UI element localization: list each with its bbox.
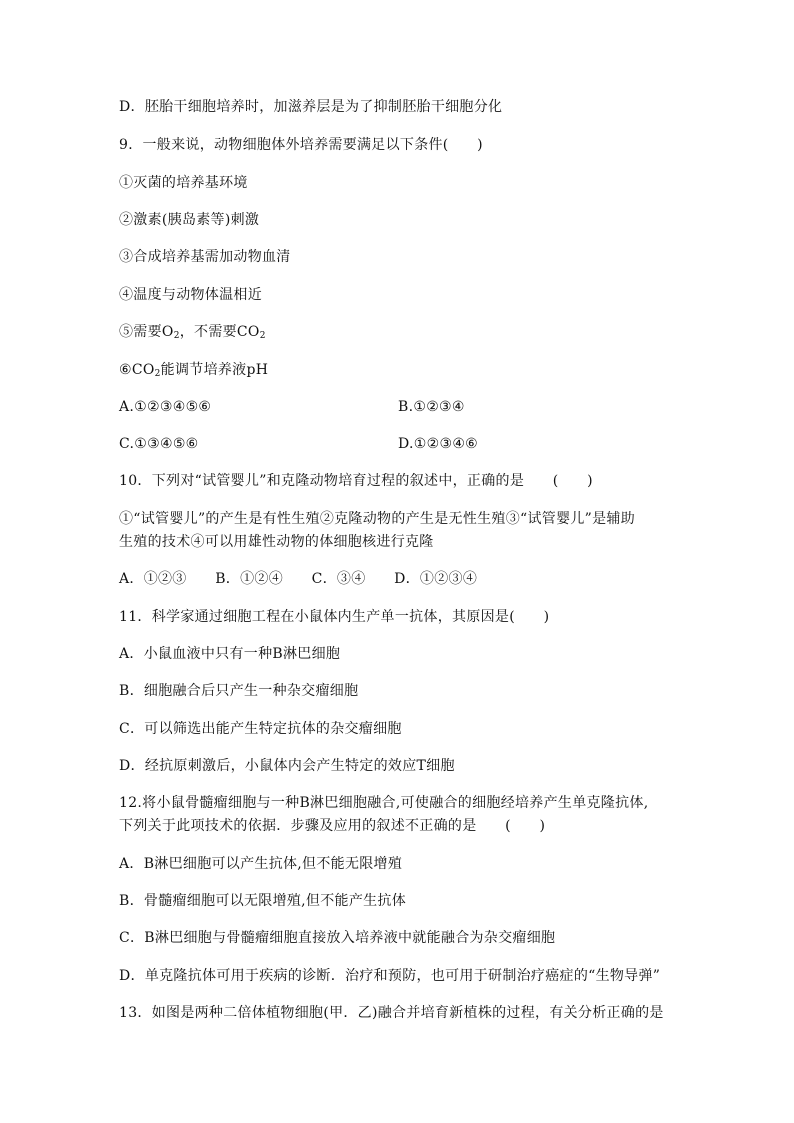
q10-statements-line1: ①“试管婴儿”的产生是有性生殖②克隆动物的产生是无性生殖③“试管婴儿”是辅助 (119, 511, 636, 527)
q13-stem: 13．如图是两种二倍体植物细胞(甲．乙)融合并培育新植株的过程，有关分析正确的是 (119, 1005, 664, 1021)
subscript: 2 (173, 331, 180, 341)
q11-option-d: D．经抗原刺激后，小鼠体内会产生特定的效应T细胞 (119, 758, 455, 774)
q9-item-6 (119, 360, 268, 380)
q9-option-b: B.①②③④ (398, 399, 465, 415)
q10-options: A．①②③ B．①②④ C．③④ D．①②③④ (119, 571, 478, 587)
q9-item-3: ③合成培养基需加动物血清 (119, 249, 291, 265)
q9-item-2: ②激素(胰岛素等)刺激 (119, 212, 260, 228)
q9-option-c: C.①③④⑤⑥ (119, 436, 199, 452)
q12-option-d: D．单克隆抗体可用于疾病的诊断．治疗和预防，也可用于研制治疗癌症的“生物导弹” (119, 968, 661, 984)
q9-option-a: A.①②③④⑤⑥ (119, 399, 212, 415)
q9-stem: 9．一般来说，动物细胞体外培养需要满足以下条件( ) (119, 137, 483, 153)
q9-item-1: ①灭菌的培养基环境 (119, 175, 248, 191)
q9-item-4: ④温度与动物体温相近 (119, 287, 262, 303)
q9-item-6-part2: 能调节培养液pH (160, 362, 269, 378)
q12-option-b: B．骨髓瘤细胞可以无限增殖,但不能产生抗体 (119, 893, 407, 909)
q11-option-b: B．细胞融合后只产生一种杂交瘤细胞 (119, 683, 359, 699)
subscript: 2 (154, 369, 161, 379)
q10-stem: 10．下列对“试管婴儿”和克隆动物培育过程的叙述中，正确的是 ( ) (119, 473, 593, 489)
q12-option-a: A．B淋巴细胞可以产生抗体,但不能无限增殖 (119, 856, 403, 872)
subscript: 2 (259, 331, 266, 341)
q12-stem-line2: 下列关于此项技术的依据．步骤及应用的叙述不正确的是 ( ) (119, 818, 546, 834)
q9-item-5-part1: ⑤需要O (119, 324, 174, 340)
q12-option-c: C．B淋巴细胞与骨髓瘤细胞直接放入培养液中就能融合为杂交瘤细胞 (119, 930, 556, 946)
q11-stem: 11．科学家通过细胞工程在小鼠体内生产单一抗体，其原因是( ) (119, 609, 550, 625)
q10-statements-line2: 生殖的技术④可以用雄性动物的体细胞核进行克隆 (119, 534, 434, 550)
q11-option-a: A．小鼠血液中只有一种B淋巴细胞 (119, 646, 341, 662)
q8-option-d: D．胚胎干细胞培养时，加滋养层是为了抑制胚胎干细胞分化 (119, 99, 503, 115)
q9-item-5-part2: ，不需要CO (179, 324, 260, 340)
q9-item-5 (119, 322, 266, 342)
q12-stem-line1: 12.将小鼠骨髓瘤细胞与一种B淋巴细胞融合,可使融合的细胞经培养产生单克隆抗体, (119, 795, 649, 811)
q11-option-c: C．可以筛选出能产生特定抗体的杂交瘤细胞 (119, 721, 402, 737)
q9-item-6-part1: ⑥CO (119, 362, 155, 378)
q9-option-d: D.①②③④⑥ (398, 436, 479, 452)
